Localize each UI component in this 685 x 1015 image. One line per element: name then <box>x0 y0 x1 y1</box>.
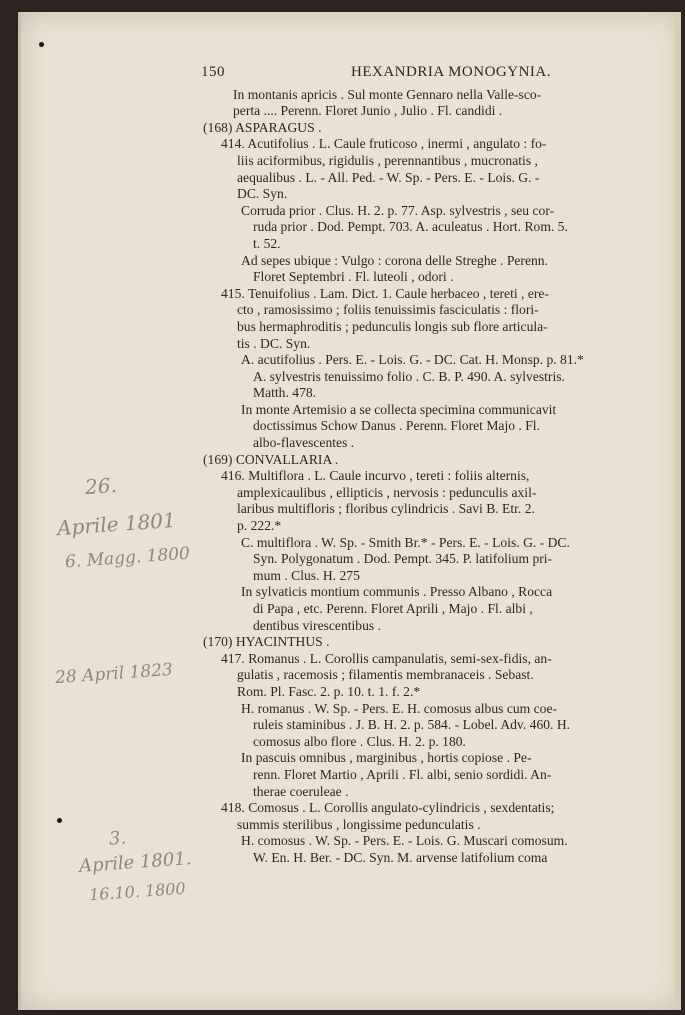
text-line: therae coeruleae . <box>253 783 349 799</box>
text-line: albo-flavescentes . <box>253 435 355 451</box>
text-line: In pascuis omnibus , marginibus , hortis copiose . Pe- <box>241 750 532 766</box>
text-line: 418. Comosus . L. Corollis angulato-cylindricis , sexdentatis; <box>221 800 555 816</box>
text-line: gulatis , racemosis ; filamentis membranaceis . Sebast. <box>237 667 534 683</box>
ink-spot <box>39 42 44 47</box>
book-page <box>18 12 681 1010</box>
text-line: Floret Septembri . Fl. luteoli , odori . <box>253 269 454 285</box>
text-line: Ad sepes ubique : Vulgo : corona delle Streghe . Perenn. <box>241 252 548 268</box>
text-line: laribus multifloris ; floribus cylindricis . Savi B. Etr. 2. <box>237 501 535 517</box>
text-line: t. 52. <box>253 235 281 251</box>
text-line: comosus albo flore . Clus. H. 2. p. 180. <box>253 733 466 749</box>
handwritten-note: 6. Magg. 1800 <box>64 543 191 573</box>
handwritten-note: 16.10. 1800 <box>88 878 187 905</box>
text-line: In montanis apricis . Sul monte Gennaro nella Valle-sco- <box>233 86 542 102</box>
text-line: cto , ramosissimo ; foliis tenuissimis fasciculatis : flori- <box>237 302 539 318</box>
handwritten-note: 3. <box>108 827 127 850</box>
text-line: 417. Romanus . L. Corollis campanulatis, semi-sex-fidis, an- <box>221 650 552 666</box>
text-line: In monte Artemisio a se collecta specimina communicavit <box>241 401 557 417</box>
text-line: (168) ASPARAGUS . <box>203 119 322 135</box>
handwritten-note: Aprile 1801 <box>56 507 177 541</box>
page-edge <box>675 12 681 1010</box>
text-line: 415. Tenuifolius . Lam. Dict. 1. Caule herbaceo , tereti , ere- <box>221 285 549 301</box>
text-line: 416. Multiflora . L. Caule incurvo , tereti : foliis alternis, <box>221 468 530 484</box>
text-line: liis aciformibus, rigidulis , perennantibus , mucronatis , <box>237 152 538 168</box>
text-line: perta .... Perenn. Floret Junio , Julio . Fl. candidi . <box>233 103 503 119</box>
text-line: amplexicaulibus , ellipticis , nervosis : pedunculis axil- <box>237 484 537 500</box>
text-line: doctissimus Schow Danus . Perenn. Floret Majo . Fl. <box>253 418 540 434</box>
text-line: aequalibus . L. - All. Ped. - W. Sp. - Pers. E. - Lois. G. - <box>237 169 540 185</box>
handwritten-note: Aprile 1801. <box>78 848 193 877</box>
ink-spot <box>57 818 62 823</box>
text-line: dentibus virescentibus . <box>253 617 381 633</box>
text-line: Syn. Polygonatum . Dod. Pempt. 345. P. latifolium pri- <box>253 551 553 567</box>
text-line: C. multiflora . W. Sp. - Smith Br.* - Pers. E. - Lois. G. - DC. <box>241 534 570 550</box>
text-line: di Papa , etc. Perenn. Floret Aprili , Majo . Fl. albi , <box>253 601 533 616</box>
text-line: renn. Floret Martio , Aprili . Fl. albi, senio sordidi. An- <box>253 766 552 782</box>
text-line: mum . Clus. H. 275 <box>253 567 360 583</box>
text-line: Rom. Pl. Fasc. 2. p. 10. t. 1. f. 2.* <box>237 683 421 699</box>
text-line: A. sylvestris tenuissimo folio . C. B. P. 490. A. sylvestris. <box>253 368 565 384</box>
page-text <box>201 64 671 867</box>
text-line: 414. Acutifolius . L. Caule fruticoso , inermi , angulato : fo- <box>221 136 547 152</box>
text-line: ruleis staminibus . J. B. H. 2. p. 584. - Lobel. Adv. 460. H. <box>253 717 571 733</box>
text-lines <box>201 87 671 867</box>
text-line: (170) HYACINTHUS . <box>203 634 330 650</box>
text-line: H. comosus . W. Sp. - Pers. E. - Lois. G. Muscari comosum. <box>241 833 568 849</box>
running-title: HEXANDRIA MONOGYNIA. <box>351 64 551 80</box>
text-line: W. En. H. Ber. - DC. Syn. M. arvense latifolium coma <box>253 849 548 865</box>
page-number: 150 <box>201 64 225 80</box>
page-header <box>201 64 671 81</box>
text-line: A. acutifolius . Pers. E. - Lois. G. - DC. Cat. H. Monsp. p. 81.* <box>241 352 584 368</box>
text-line: In sylvaticis montium communis . Presso Albano , Rocca <box>241 584 553 600</box>
handwritten-note: 26. <box>84 472 118 500</box>
text-line: ruda prior . Dod. Pempt. 703. A. aculeatus . Hort. Rom. 5. <box>253 219 568 235</box>
text-line: summis sterilibus , longissime pedunculatis . <box>237 816 481 832</box>
text-line: p. 222.* <box>237 518 282 534</box>
text-line: bus hermaphroditis ; pedunculis longis sub flore articula- <box>237 318 548 334</box>
text-line: (169) CONVALLARIA . <box>203 451 339 467</box>
text-line: H. romanus . W. Sp. - Pers. E. H. comosus albus cum coe- <box>241 700 558 716</box>
text-line: Corruda prior . Clus. H. 2. p. 77. Asp. sylvestris , seu cor- <box>241 202 555 218</box>
text-line: Matth. 478. <box>253 385 317 401</box>
text-line: tis . DC. Syn. <box>237 335 311 351</box>
text-line: DC. Syn. <box>237 186 288 202</box>
handwritten-note: 28 April 1823 <box>54 659 174 689</box>
